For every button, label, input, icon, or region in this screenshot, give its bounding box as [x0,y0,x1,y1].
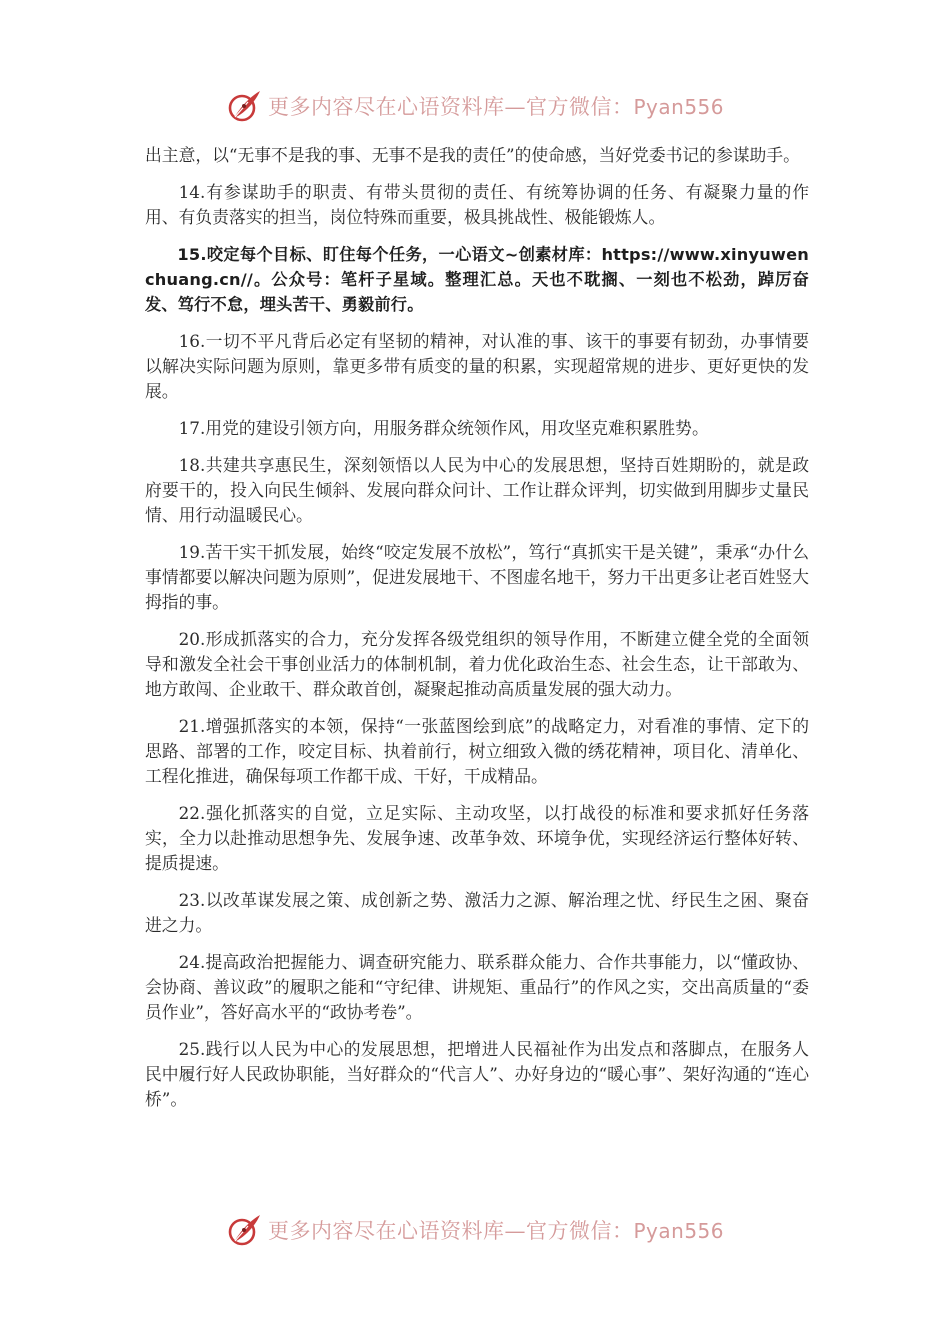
header-banner [0,84,950,128]
paragraph-24: 24.提高政治把握能力、调查研究能力、联系群众能力、合作共事能力，以“懂政协、会协商、善议政”的履职之能和“守纪律、讲规矩、重品行”的作风之实，交出高质量的“委员作业”，答好高水平的“政协考卷”。 [145,952,809,1022]
paragraph-21: 21.增强抓落实的本领，保持“一张蓝图绘到底”的战略定力，对看准的事情、定下的思路、部署的工作，咬定目标、执着前行，树立细致入微的绣花精神，项目化、清单化、工程化推进，确保每项工作都干成、干好，干成精品。 [145,716,809,786]
footer-banner-text: 更多内容尽在心语资料库—官方微信：Pyan556 [267,1219,724,1243]
paragraph-15: 15.咬定每个目标、盯住每个任务，一心语文~创素材库：https://www.xinyuwenchuang.cn//。公众号：笔杆子星域。整理汇总。天也不耽搁、一刻也不松劲，踔厉奋发、笃行不怠，埋头苦干、勇毅前行。 [145,245,809,314]
paragraph-16: 16.一切不平凡背后必定有坚韧的精神，对认准的事、该干的事要有韧劲，办事情要以解决实际问题为原则，靠更多带有质变的量的积累，实现超常规的进步、更好更快的发展。 [145,331,809,401]
quill-logo-icon [226,1212,262,1248]
paragraph-19: 19.苦干实干抓发展，始终“咬定发展不放松”，笃行“真抓实干是关键”，秉承“办什么事情都要以解决问题为原则”，促进发展地干、不图虚名地干，努力干出更多让老百姓竖大拇指的事。 [145,542,809,612]
paragraph-continued: 出主意，以“无事不是我的事、无事不是我的责任”的使命感，当好党委书记的参谋助手。 [145,145,800,165]
paragraph-23: 23.以改革谋发展之策、成创新之势、激活力之源、解治理之忧、纾民生之困、聚奋进之力。 [145,890,809,935]
header-wechat-handle: Pyan556 [633,95,724,119]
paragraph-14: 14.有参谋助手的职责、有带头贯彻的责任、有统筹协调的任务、有凝聚力量的作用、有负责落实的担当，岗位特殊而重要，极具挑战性、极能锻炼人。 [145,182,809,227]
quill-logo-icon [226,88,262,124]
paragraph-17: 17.用党的建设引领方向，用服务群众统领作风，用攻坚克难积累胜势。 [178,418,709,438]
footer-banner [0,1208,950,1252]
paragraph-25: 25.践行以人民为中心的发展思想，把增进人民福祉作为出发点和落脚点，在服务人民中履行好人民政协职能，当好群众的“代言人”、办好身边的“暖心事”、架好沟通的“连心桥”。 [145,1039,809,1109]
footer-wechat-handle: Pyan556 [633,1219,724,1243]
paragraph-20: 20.形成抓落实的合力，充分发挥各级党组织的领导作用，不断建立健全党的全面领导和激发全社会干事创业活力的体制机制，着力优化政治生态、社会生态，让干部敢为、地方敢闯、企业敢干、群众敢首创，凝聚起推动高质量发展的强大动力。 [145,629,809,699]
paragraph-22: 22.强化抓落实的自觉，立足实际、主动攻坚，以打战役的标准和要求抓好任务落实，全力以赴推动思想争先、发展争速、改革争效、环境争优，实现经济运行整体好转、提质提速。 [145,803,809,873]
header-banner-text: 更多内容尽在心语资料库—官方微信：Pyan556 [267,95,724,119]
document-body [145,143,809,1124]
paragraph-18: 18.共建共享惠民生，深刻领悟以人民为中心的发展思想，坚持百姓期盼的，就是政府要干的，投入向民生倾斜、发展向群众问计、工作让群众评判，切实做到用脚步丈量民情、用行动温暖民心。 [145,455,809,525]
